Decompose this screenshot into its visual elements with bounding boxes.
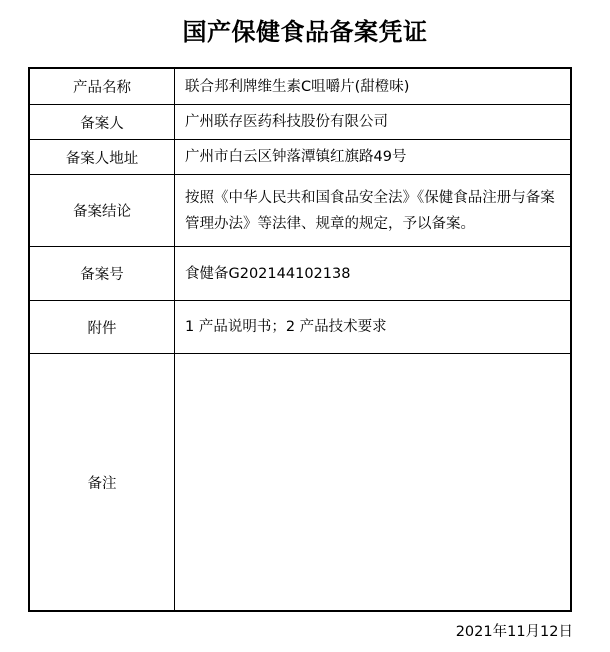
label-attachments: 附件 <box>29 301 175 354</box>
value-filer: 广州联存医药科技股份有限公司 <box>175 105 572 140</box>
table-row-product-name <box>29 68 571 105</box>
value-filer-address: 广州市白云区钟落潭镇红旗路49号 <box>175 140 572 175</box>
label-filer: 备案人 <box>29 105 175 140</box>
value-remarks <box>175 354 572 612</box>
table-row-remarks <box>29 354 571 612</box>
table-row-attachments <box>29 301 571 354</box>
value-product-name: 联合邦利牌维生素C咀嚼片(甜橙味) <box>175 68 572 105</box>
table-row-filer-address <box>29 140 571 175</box>
label-filer-address: 备案人地址 <box>29 140 175 175</box>
label-conclusion: 备案结论 <box>29 175 175 247</box>
record-table <box>28 67 572 612</box>
table-row-conclusion <box>29 175 571 247</box>
label-remarks: 备注 <box>29 354 175 612</box>
value-filing-number: 食健备G202144102138 <box>175 247 572 301</box>
table-row-filer <box>29 105 571 140</box>
issue-date: 2021年11月12日 <box>455 624 573 640</box>
label-product-name: 产品名称 <box>29 68 175 105</box>
label-filing-number: 备案号 <box>29 247 175 301</box>
document-title: 国产保健食品备案凭证 <box>182 17 428 46</box>
value-attachments: 1 产品说明书；2 产品技术要求 <box>175 301 572 354</box>
table-row-filing-number <box>29 247 571 301</box>
value-conclusion: 按照《中华人民共和国食品安全法》《保健食品注册与备案管理办法》等法律、规章的规定，予以备案。 <box>175 175 572 247</box>
